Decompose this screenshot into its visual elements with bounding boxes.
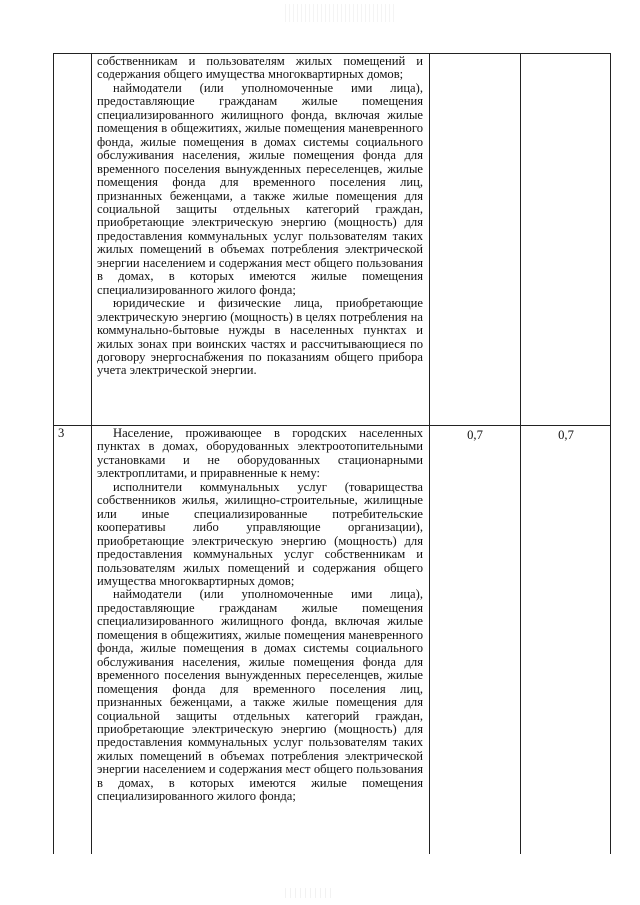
paragraph: наймодатели (или уполномоченные ими лица), предоставляющие гражданам жилые помещения специализированного жилищного фонда, включая жилые помещения в общежитиях, жилые помещения маневренного фонда, жилые помещения в домах системы социального обслуживания населения, жилые помещения фонда для временного поселения вынужденных переселенцев, жилые помещения фонда для временного поселения лиц, признанных беженцами, а также жилые помещения для социальной защиты отдельных категорий граждан, приобретающие электрическую энергию (мощность) для предоставления коммунальных услуг пользователям таких жилых помещений в объемах потребления электрической энергии населением и содержания мест общего пользования в домах, в которых имеются жилые помещения специализированного жилого фонда; — [97, 587, 423, 804]
column-divider — [91, 54, 92, 854]
table-cell-value: 0,7 — [558, 428, 574, 442]
column-divider — [429, 54, 430, 854]
column-divider — [520, 54, 521, 854]
row-number: 3 — [58, 426, 65, 440]
tariff-table — [53, 53, 611, 854]
table-cell-description — [97, 427, 423, 804]
paragraph: наймодатели (или уполномоченные ими лица), предоставляющие гражданам жилые помещения специализированного жилищного фонда, включая жилые помещения в общежитиях, жилые помещения маневренного фонда, жилые помещения в домах системы социального обслуживания населения, жилые помещения фонда для временного поселения вынужденных переселенцев, жилые помещения фонда для временного поселения лиц, признанных беженцами, а также жилые помещения для социальной защиты отдельных категорий граждан, приобретающие электрическую энергию (мощность) для предоставления коммунальных услуг пользователям таких жилых помещений в объемах потребления электрической энергии населением и содержания мест общего пользования в домах, в которых имеются жилые помещения специализированного жилого фонда; — [97, 80, 423, 297]
scan-artifact — [285, 888, 335, 898]
table-cell-description-continued — [97, 55, 423, 378]
paragraph: юридические и физические лица, приобретающие электрическую энергию (мощность) в целях потребления на коммунально-бытовые нужды в населенных пунктах и жилых зонах при воинских частях и рассчитывающиеся по договору энергоснабжения по показаниям общего прибора учета электрической энергии. — [97, 296, 423, 378]
paragraph: собственникам и пользователям жилых помещений и содержания общего имущества многоквартирных домов; — [97, 54, 423, 82]
paragraph: исполнители коммунальных услуг (товарищества собственников жилья, жилищно-строительные, жилищные или иные специализированные потребительские кооперативы либо управляющие организации), приобретающие электрическую энергию (мощность) для предоставления коммунальных услуг собственникам и пользователям жилых помещений и содержания общего имущества многоквартирных домов; — [97, 479, 423, 588]
table-cell-value: 0,7 — [467, 428, 483, 442]
paragraph: Население, проживающее в городских населенных пунктах в домах, оборудованных электроотопительными установками и не оборудованных стационарными электроплитами, и приравненные к нему: — [97, 426, 423, 481]
scan-artifact — [285, 4, 395, 22]
